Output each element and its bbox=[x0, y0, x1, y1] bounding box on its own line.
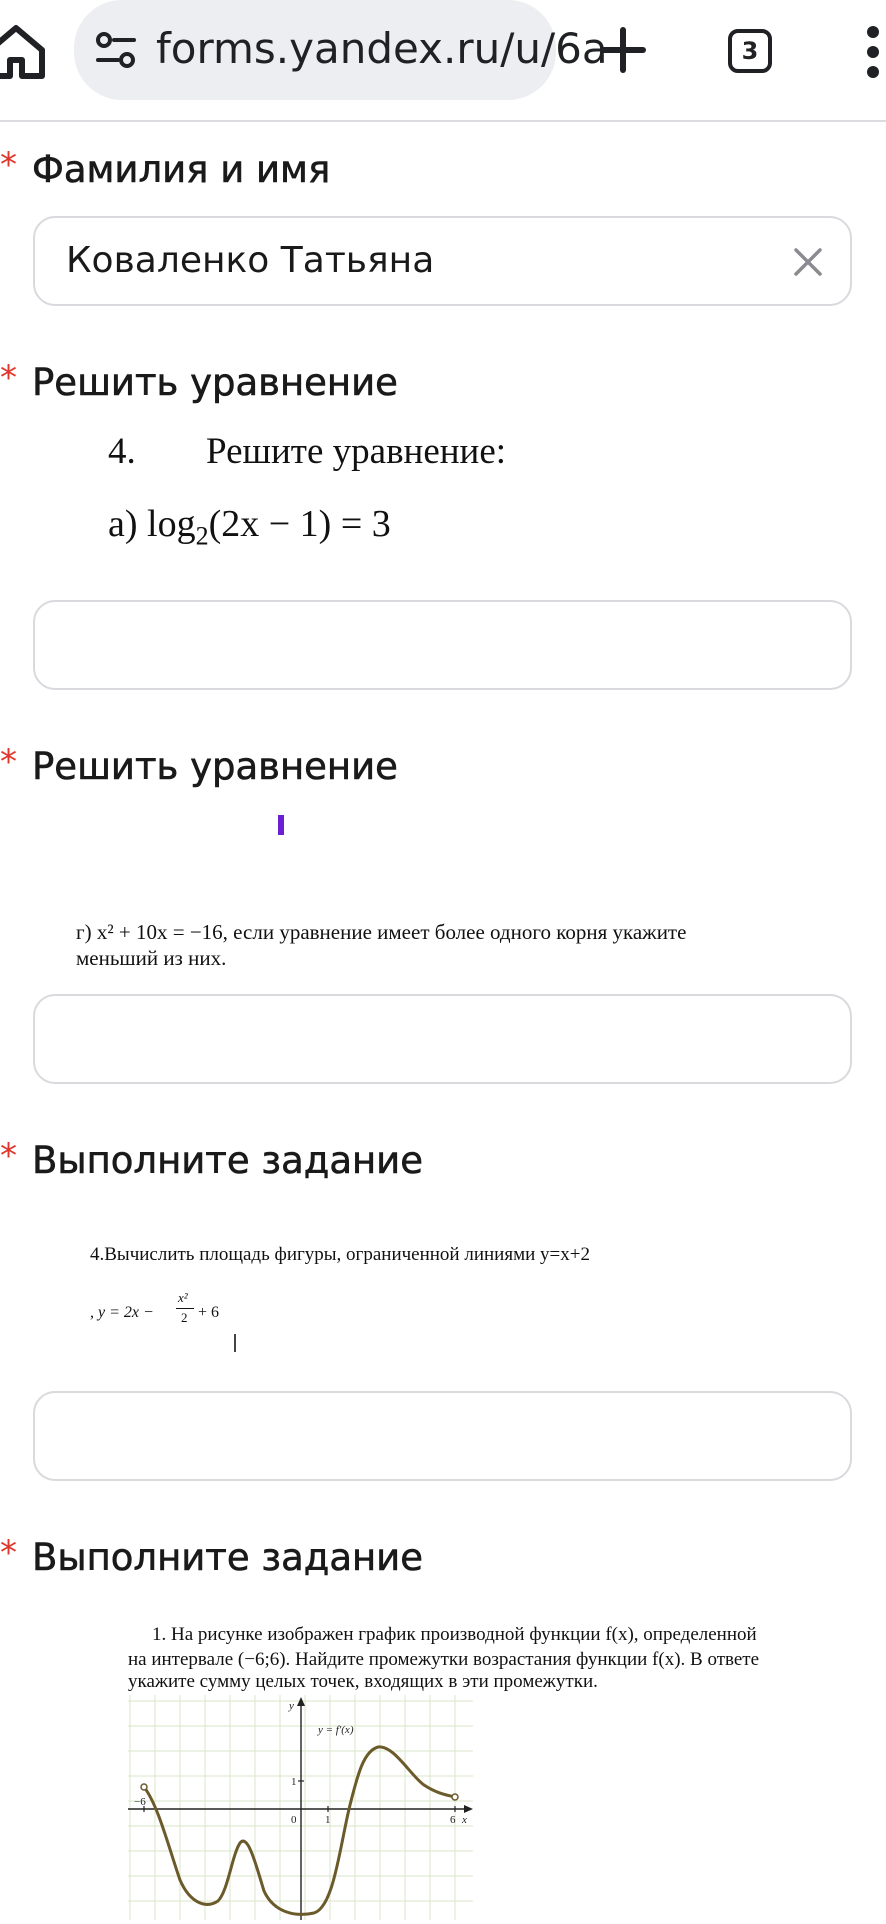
question-3-label: Решить уравнение bbox=[32, 745, 398, 788]
question-3-input[interactable] bbox=[33, 994, 852, 1084]
question-5-label: Выполните задание bbox=[32, 1536, 423, 1579]
equation-rest: (2x − 1) = 3 bbox=[208, 503, 391, 545]
required-mark: * bbox=[0, 1136, 17, 1176]
curve-label: y = f′(x) bbox=[318, 1724, 354, 1736]
text-cursor bbox=[234, 1334, 236, 1352]
new-tab-icon[interactable] bbox=[598, 22, 648, 78]
question-1-input[interactable] bbox=[33, 216, 852, 306]
fraction-bar bbox=[176, 1308, 194, 1309]
task-line: укажите сумму целых точек, входящих в эти промежутки. bbox=[128, 1671, 598, 1692]
required-mark: * bbox=[0, 358, 17, 398]
task-equation bbox=[108, 502, 391, 552]
task-line: на интервале (−6;6). Найдите промежутки возрастания функции f(x). В ответе bbox=[128, 1649, 760, 1670]
tab-count: 3 bbox=[741, 37, 759, 65]
question-2-label: Решить уравнение bbox=[32, 361, 398, 404]
question-2-input[interactable] bbox=[33, 600, 852, 690]
tick-label: 1 bbox=[291, 1776, 297, 1788]
home-icon[interactable] bbox=[0, 22, 46, 82]
derivative-curve bbox=[144, 1747, 455, 1914]
derivative-graph bbox=[128, 1695, 473, 1920]
task-number: 4. bbox=[108, 431, 136, 472]
task-line: меньший из них. bbox=[76, 946, 227, 970]
tab-switcher-button[interactable] bbox=[728, 29, 772, 73]
url-text[interactable]: forms.yandex.ru/u/6a bbox=[156, 24, 608, 73]
log-base: 2 bbox=[195, 521, 209, 551]
question-4-label: Выполните задание bbox=[32, 1139, 423, 1182]
question-5-task-image bbox=[114, 1603, 856, 1920]
formula-prefix: , y = 2x − bbox=[90, 1304, 154, 1321]
x-axis-arrow bbox=[464, 1805, 473, 1813]
browser-toolbar bbox=[0, 0, 886, 122]
tick-label: 0 bbox=[291, 1814, 297, 1826]
formula-numerator: x² bbox=[178, 1290, 188, 1305]
question-1-label: Фамилия и имя bbox=[32, 148, 331, 191]
y-axis-label: y bbox=[289, 1700, 294, 1712]
formula-denominator: 2 bbox=[181, 1310, 188, 1325]
tick-label: 6 bbox=[450, 1814, 456, 1826]
required-mark: * bbox=[0, 742, 17, 782]
question-4-input[interactable] bbox=[33, 1391, 852, 1481]
task-line: г) x² + 10x = −16, если уравнение имеет более одного корня укажите bbox=[76, 920, 687, 944]
text-cursor bbox=[278, 815, 284, 835]
equation-prefix: а) log bbox=[108, 503, 196, 545]
tick-label: −6 bbox=[134, 1796, 146, 1808]
clear-input-icon[interactable] bbox=[792, 246, 824, 278]
task-line: 4.Вычислить площадь фигуры, ограниченной линиями y=x+2 bbox=[90, 1244, 590, 1265]
required-mark: * bbox=[0, 145, 17, 185]
curve-endpoint bbox=[141, 1784, 147, 1790]
curve-endpoint bbox=[452, 1794, 458, 1800]
site-settings-icon[interactable] bbox=[94, 30, 138, 70]
task-line: 1. На рисунке изображен график производной функции f(x), определенной bbox=[152, 1624, 757, 1645]
more-menu-icon[interactable] bbox=[862, 24, 884, 80]
task-heading: Решите уравнение: bbox=[206, 431, 507, 472]
formula-suffix: + 6 bbox=[198, 1304, 220, 1321]
required-mark: * bbox=[0, 1533, 17, 1573]
address-bar[interactable] bbox=[74, 0, 608, 100]
question-1-value[interactable]: Коваленко Татьяна bbox=[66, 240, 435, 281]
x-axis-label: x bbox=[462, 1814, 467, 1826]
graph-svg bbox=[128, 1695, 473, 1920]
tick-label: 1 bbox=[325, 1814, 331, 1826]
